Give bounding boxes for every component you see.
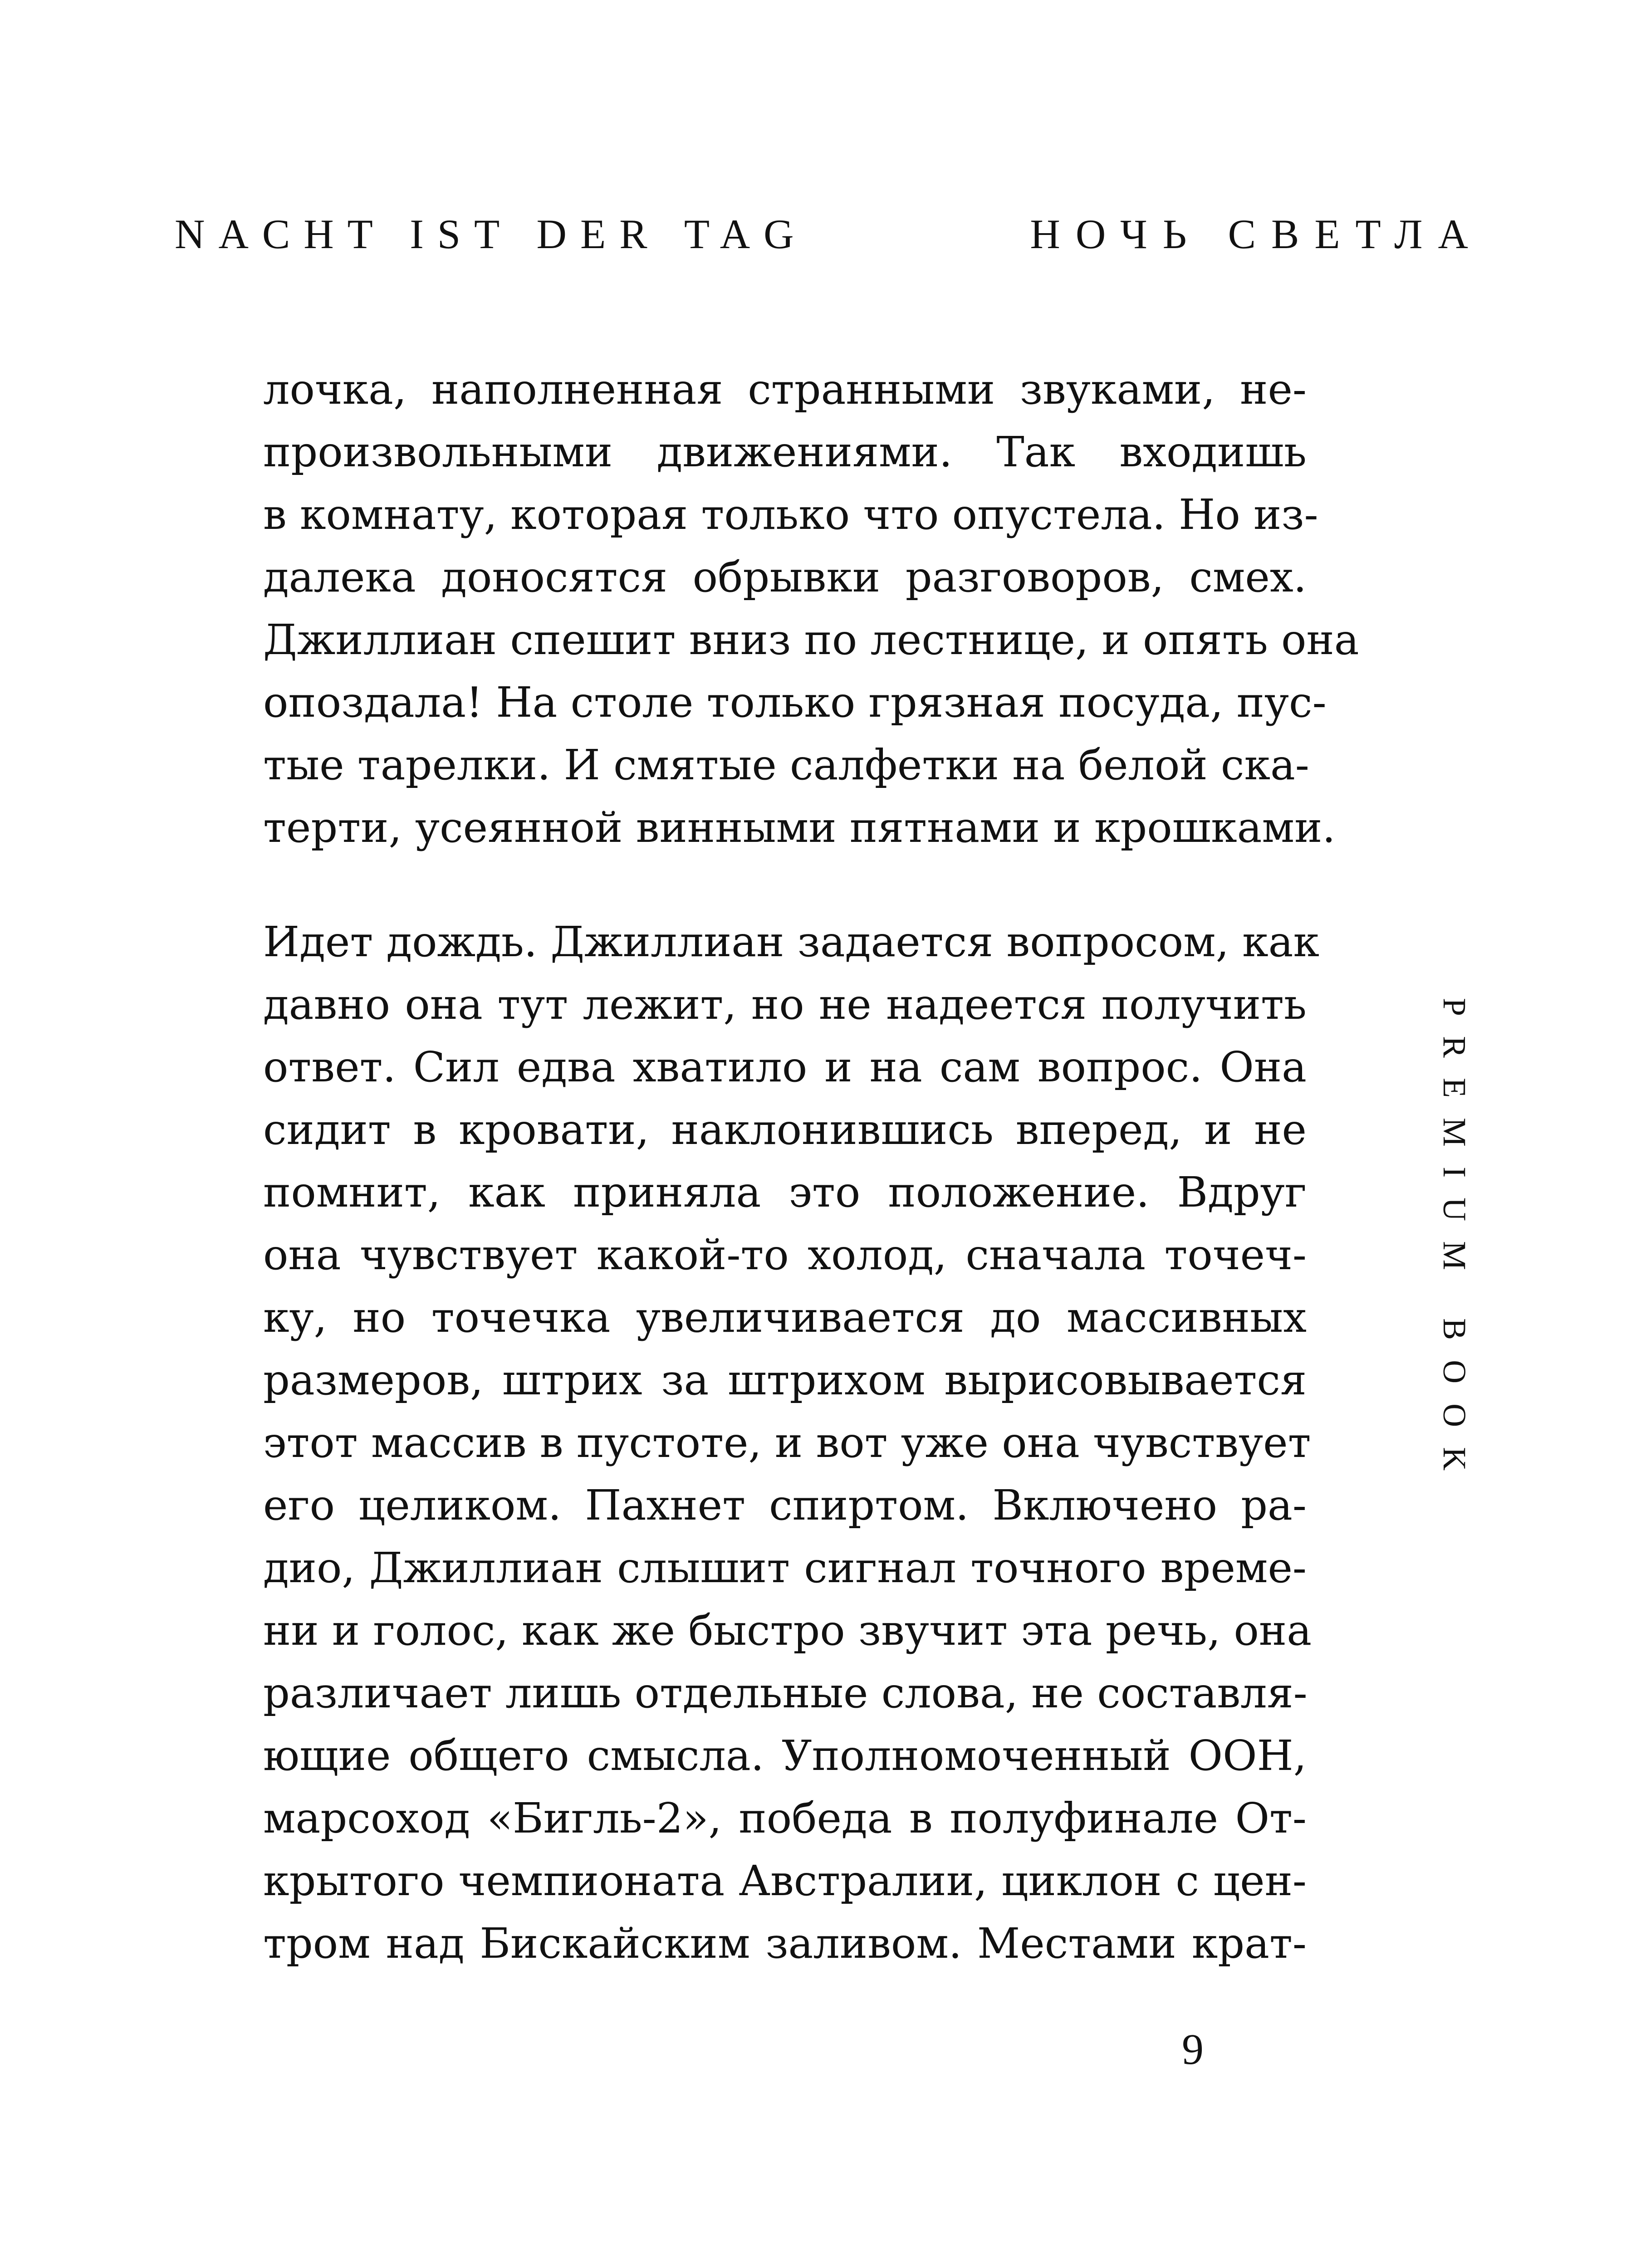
text-line: ответ. Сил едва хватило и на сам вопрос. Она — [263, 1043, 1307, 1091]
text-line: размеров, штрих за штрихом вырисовывается — [263, 1356, 1307, 1404]
text-line: различает лишь отдельные слова, не составля- — [263, 1669, 1308, 1717]
text-line: лочка, наполненная странными звуками, не- — [263, 365, 1307, 414]
text-line: помнит, как приняла это положение. Вдруг — [263, 1168, 1307, 1217]
paragraph-1 — [263, 358, 1359, 859]
text-line: Идет дождь. Джиллиан задается вопросом, как — [263, 918, 1319, 966]
text-line: тром над Бискайским заливом. Местами крат- — [263, 1919, 1307, 1968]
text-line: она чувствует какой-то холод, сначала точеч- — [263, 1231, 1307, 1279]
text-line: этот массив в пустоте, и вот уже она чувствует — [263, 1418, 1311, 1467]
text-line: крытого чемпионата Австралии, циклон с цен- — [263, 1857, 1307, 1905]
paragraph-2 — [263, 911, 1319, 1975]
text-line: тые тарелки. И смятые салфетки на белой ска- — [263, 741, 1309, 789]
text-line: произвольными движениями. Так входишь — [263, 428, 1307, 476]
text-line: далека доносятся обрывки разговоров, смех. — [263, 553, 1307, 601]
running-head-right: НОЧЬ СВЕТЛА — [1030, 211, 1484, 257]
text-line: в комнату, которая только что опустела. Но из- — [263, 490, 1318, 539]
text-line: ку, но точечка увеличивается до массивных — [263, 1293, 1307, 1342]
text-line: терти, усеянной винными пятнами и крошками. — [263, 803, 1336, 852]
text-line: ющие общего смысла. Уполномоченный ООН, — [263, 1731, 1307, 1780]
text-line: сидит в кровати, наклонившись вперед, и не — [263, 1105, 1307, 1154]
text-line: ни и голос, как же быстро звучит эта речь, она — [263, 1606, 1312, 1655]
text-line: опоздала! На столе только грязная посуда, пус- — [263, 678, 1327, 727]
running-head-left: NACHT IST DER TAG — [175, 211, 808, 257]
text-line: дио, Джиллиан слышит сигнал точного време- — [263, 1544, 1307, 1592]
text-line: давно она тут лежит, но не надеется получить — [263, 980, 1307, 1029]
text-line: его целиком. Пахнет спиртом. Включено ра- — [263, 1481, 1307, 1530]
side-label-vertical: PREMIUM BOOK — [1436, 998, 1473, 1491]
text-line: марсоход «Бигль-2», победа в полуфинале От- — [263, 1794, 1307, 1843]
page-number: 9 — [1182, 2025, 1204, 2073]
text-line: Джиллиан спешит вниз по лестнице, и опять она — [263, 616, 1359, 664]
